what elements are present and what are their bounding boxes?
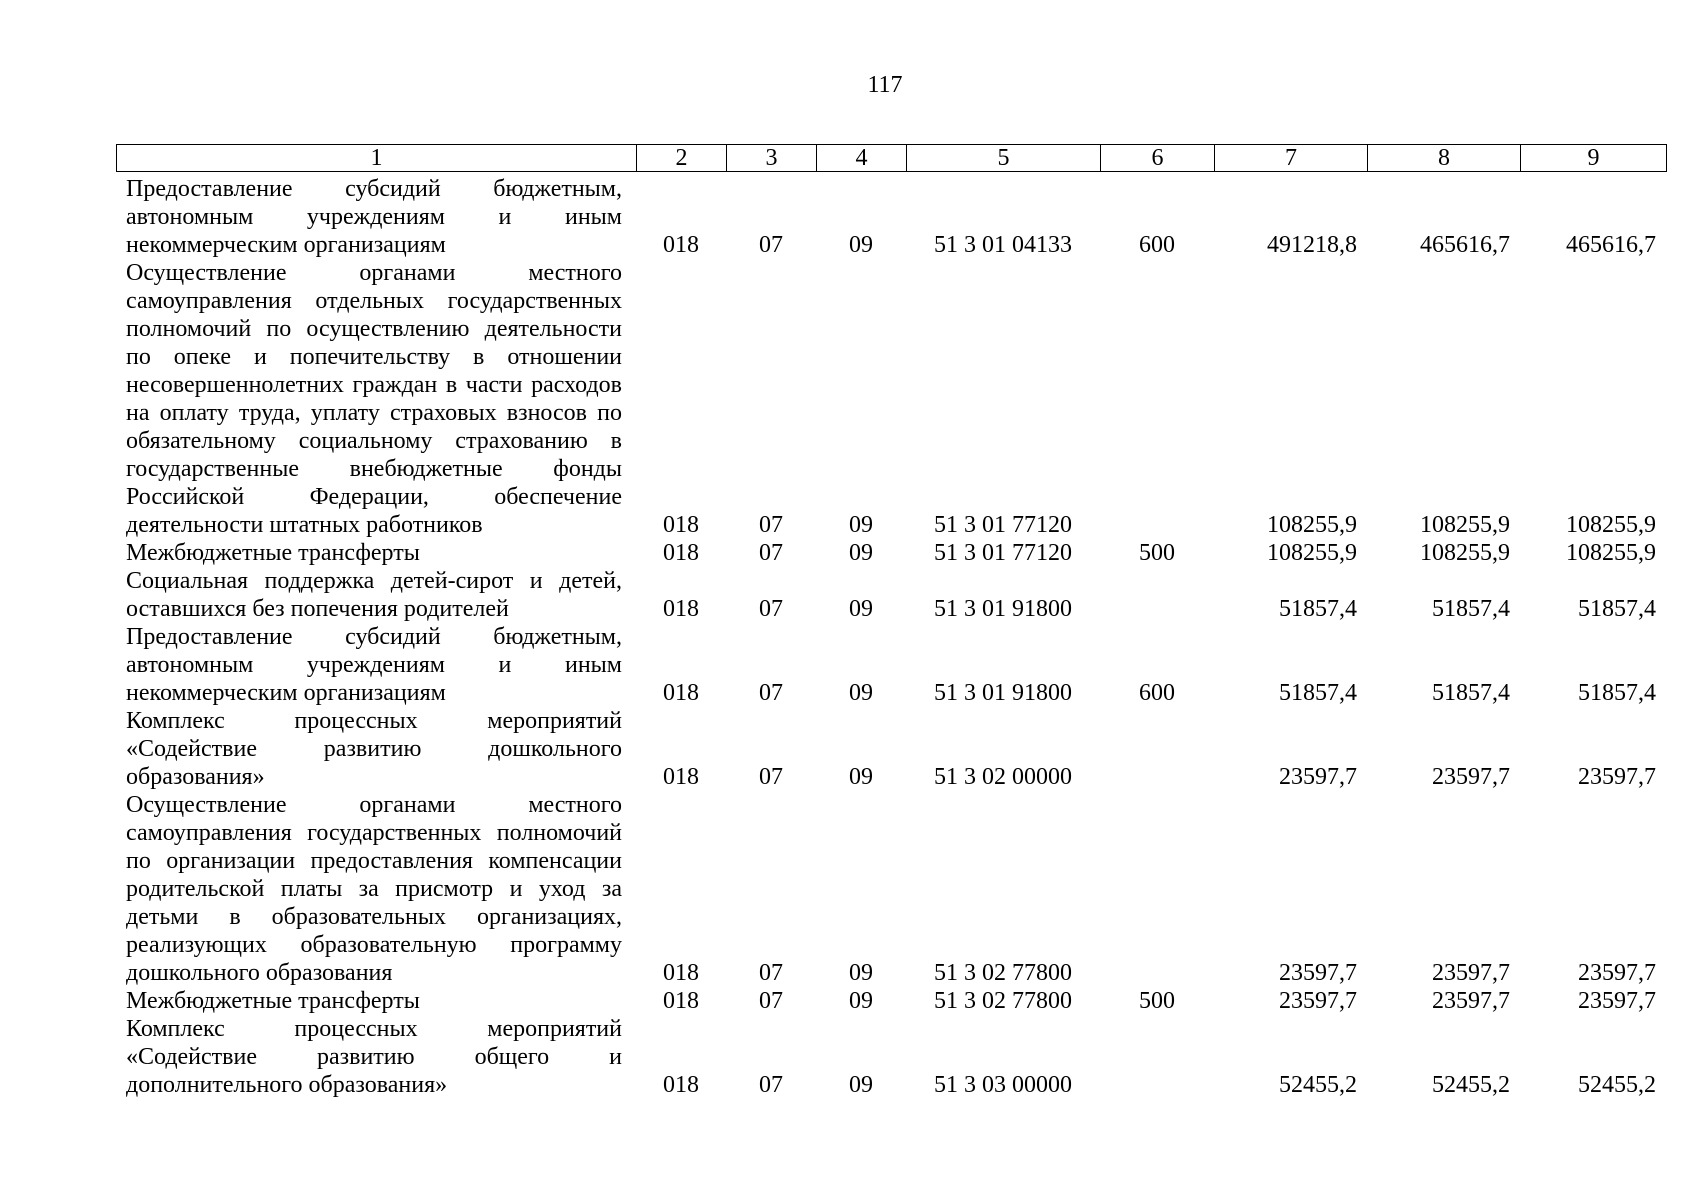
row-ministry-code: 018 (663, 232, 699, 258)
row-target-code: 51 3 02 77800 (934, 988, 1072, 1014)
table-row (116, 707, 1666, 791)
row-amount-8: 51857,4 (1432, 680, 1510, 706)
row-expense-type (1100, 707, 1214, 791)
row-amount-8: 23597,7 (1432, 960, 1510, 986)
row-amount-9: 23597,7 (1578, 960, 1656, 986)
header-cell-3: 3 (727, 145, 817, 172)
row-name: Предоставление субсидий бюджетным, автономным учреждениям и иным некоммерческим организациям (126, 176, 622, 258)
row-expense-type: 500 (1139, 540, 1175, 566)
row-expense-type: 600 (1139, 232, 1175, 258)
table-row (116, 1015, 1666, 1099)
row-amount-7: 108255,9 (1267, 540, 1357, 566)
row-name: Предоставление субсидий бюджетным, автономным учреждениям и иным некоммерческим организациям (126, 624, 622, 706)
row-amount-9: 52455,2 (1578, 1072, 1656, 1098)
row-target-code: 51 3 01 77120 (934, 512, 1072, 538)
row-target-code: 51 3 01 91800 (934, 596, 1072, 622)
row-target-code: 51 3 03 00000 (934, 1072, 1072, 1098)
row-name: Осуществление органами местного самоуправления отдельных государственных полномочий по осуществлению деятельности по опеке и попечительству в отношении несовершеннолетних граждан в части расходов на оплату труда, уплату страховых взносов по обязательному социальному страхованию в государственные внебюджетные фонды Российской Федерации, обеспечение деятельности штатных работников (126, 260, 622, 538)
header-cell-4: 4 (817, 145, 907, 172)
row-subsection-code: 09 (849, 988, 873, 1014)
row-amount-8: 23597,7 (1432, 764, 1510, 790)
row-amount-9: 108255,9 (1566, 512, 1656, 538)
row-name: Комплекс процессных мероприятий «Содействие развитию общего и дополнительного образования» (126, 1016, 622, 1098)
row-subsection-code: 09 (849, 596, 873, 622)
row-ministry-code: 018 (663, 512, 699, 538)
header-cell-1: 1 (117, 145, 637, 172)
table-row (116, 175, 1666, 259)
row-ministry-code: 018 (663, 680, 699, 706)
page-number: 117 (867, 72, 903, 98)
row-amount-7: 23597,7 (1279, 960, 1357, 986)
row-amount-7: 23597,7 (1279, 988, 1357, 1014)
row-subsection-code: 09 (849, 960, 873, 986)
row-name: Комплекс процессных мероприятий «Содействие развитию дошкольного образования» (126, 708, 622, 790)
row-expense-type: 500 (1139, 988, 1175, 1014)
row-section-code: 07 (759, 960, 783, 986)
row-subsection-code: 09 (849, 764, 873, 790)
row-name: Осуществление органами местного самоуправления государственных полномочий по организации предоставления компенсации родительской платы за присмотр и уход за детьми в образовательных организациях, реализующих образовательную программу дошкольного образования (126, 792, 622, 986)
row-target-code: 51 3 01 91800 (934, 680, 1072, 706)
table-row (116, 539, 1666, 567)
row-ministry-code: 018 (663, 960, 699, 986)
row-subsection-code: 09 (849, 1072, 873, 1098)
row-amount-8: 108255,9 (1420, 540, 1510, 566)
header-row (117, 145, 1667, 172)
row-amount-7: 52455,2 (1279, 1072, 1357, 1098)
row-amount-7: 23597,7 (1279, 764, 1357, 790)
row-amount-9: 51857,4 (1578, 596, 1656, 622)
row-subsection-code: 09 (849, 512, 873, 538)
row-ministry-code: 018 (663, 1072, 699, 1098)
row-section-code: 07 (759, 1072, 783, 1098)
row-amount-8: 52455,2 (1432, 1072, 1510, 1098)
row-ministry-code: 018 (663, 764, 699, 790)
budget-table (116, 175, 1666, 1099)
row-amount-7: 51857,4 (1279, 596, 1357, 622)
row-amount-9: 51857,4 (1578, 680, 1656, 706)
header-cell-5: 5 (907, 145, 1101, 172)
row-expense-type (1100, 259, 1214, 539)
row-section-code: 07 (759, 988, 783, 1014)
row-amount-8: 108255,9 (1420, 512, 1510, 538)
table-row (116, 567, 1666, 623)
header-cell-8: 8 (1368, 145, 1521, 172)
row-amount-7: 51857,4 (1279, 680, 1357, 706)
row-ministry-code: 018 (663, 540, 699, 566)
row-expense-type (1100, 791, 1214, 987)
row-amount-7: 491218,8 (1267, 232, 1357, 258)
row-name: Межбюджетные трансферты (126, 540, 420, 566)
header-cell-6: 6 (1101, 145, 1215, 172)
row-amount-8: 51857,4 (1432, 596, 1510, 622)
row-subsection-code: 09 (849, 232, 873, 258)
row-section-code: 07 (759, 680, 783, 706)
row-expense-type (1100, 1015, 1214, 1099)
row-ministry-code: 018 (663, 988, 699, 1014)
header-cell-9: 9 (1521, 145, 1667, 172)
row-name: Социальная поддержка детей-сирот и детей, оставшихся без попечения родителей (126, 568, 622, 622)
row-amount-9: 108255,9 (1566, 540, 1656, 566)
table-row (116, 791, 1666, 987)
column-header-table (116, 144, 1667, 172)
row-amount-9: 23597,7 (1578, 764, 1656, 790)
row-amount-9: 465616,7 (1566, 232, 1656, 258)
row-amount-7: 108255,9 (1267, 512, 1357, 538)
row-amount-9: 23597,7 (1578, 988, 1656, 1014)
table-row (116, 259, 1666, 539)
row-target-code: 51 3 01 04133 (934, 232, 1072, 258)
row-subsection-code: 09 (849, 680, 873, 706)
row-amount-8: 465616,7 (1420, 232, 1510, 258)
row-name: Межбюджетные трансферты (126, 988, 420, 1014)
row-section-code: 07 (759, 512, 783, 538)
row-target-code: 51 3 02 77800 (934, 960, 1072, 986)
row-section-code: 07 (759, 540, 783, 566)
table-row (116, 623, 1666, 707)
row-expense-type: 600 (1139, 680, 1175, 706)
row-section-code: 07 (759, 764, 783, 790)
row-section-code: 07 (759, 596, 783, 622)
table-row (116, 987, 1666, 1015)
row-ministry-code: 018 (663, 596, 699, 622)
row-subsection-code: 09 (849, 540, 873, 566)
row-target-code: 51 3 02 00000 (934, 764, 1072, 790)
row-section-code: 07 (759, 232, 783, 258)
header-cell-2: 2 (637, 145, 727, 172)
row-amount-8: 23597,7 (1432, 988, 1510, 1014)
row-target-code: 51 3 01 77120 (934, 540, 1072, 566)
row-expense-type (1100, 567, 1214, 623)
header-cell-7: 7 (1215, 145, 1368, 172)
